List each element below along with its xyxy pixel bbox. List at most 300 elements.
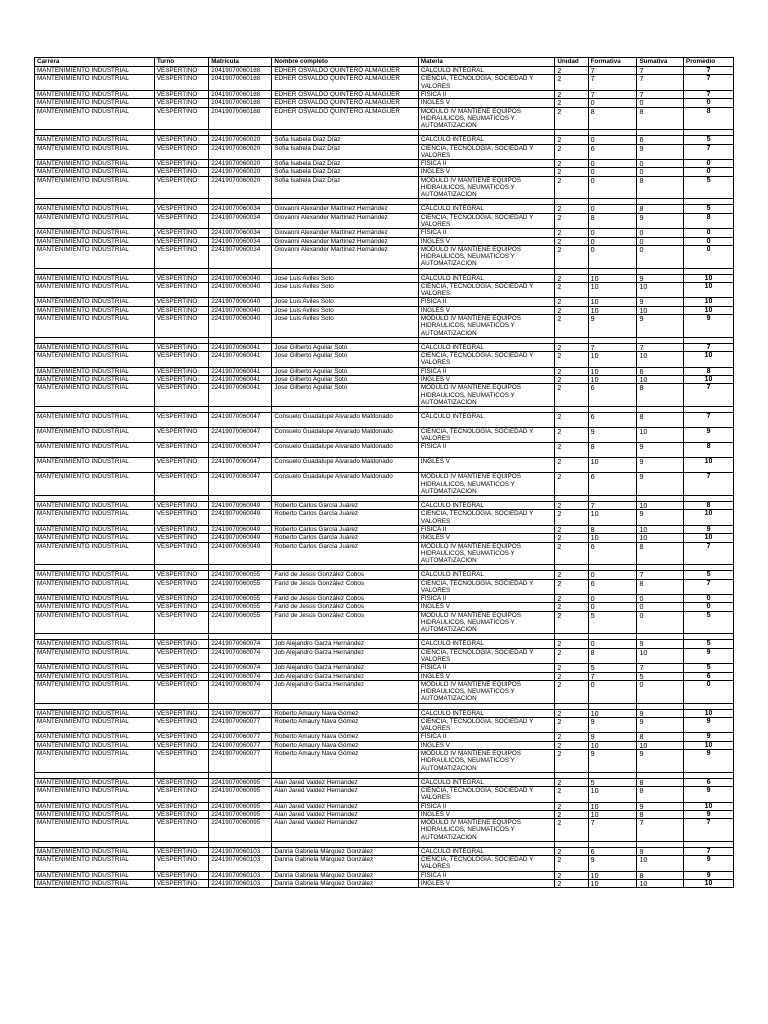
cell-sumativa: 7 [637,571,684,579]
cell-matricula: 22419070060074 [209,648,272,663]
cell-carrera: MANTENIMIENTO INDUSTRIAL [35,741,155,749]
cell-carrera: MANTENIMIENTO INDUSTRIAL [35,306,155,314]
cell-carrera: MANTENIMIENTO INDUSTRIAL [35,571,155,579]
table-row [35,343,734,351]
cell-unidad: 2 [555,375,588,383]
cell-unidad: 2 [555,534,588,542]
cell-unidad: 2 [555,274,588,282]
cell-nombre: Roberto Amaury Nava Gómez [272,733,418,741]
cell-formativa: 10 [588,787,637,802]
cell-carrera: MANTENIMIENTO INDUSTRIAL [35,534,155,542]
cell-sumativa: 5 [637,672,684,680]
cell-matricula: 20419070060188 [209,75,272,90]
cell-formativa: 8 [588,525,637,533]
cell-carrera: MANTENIMIENTO INDUSTRIAL [35,847,155,855]
cell-turno: VESPERTINO [154,664,208,672]
cell-carrera: MANTENIMIENTO INDUSTRIAL [35,274,155,282]
cell-formativa: 7 [588,343,637,351]
cell-sumativa: 10 [637,427,684,442]
cell-nombre: EDHER OSVALDO QUINTERO ALMAGUER [272,107,418,130]
cell-carrera: MANTENIMIENTO INDUSTRIAL [35,880,155,888]
table-row [35,237,734,245]
table-row [35,672,734,680]
cell-materia: CÁLCULO INTEGRAL [418,847,554,855]
cell-nombre: Sofia Isabela Díaz Díaz [272,168,418,176]
cell-sumativa: 9 [637,640,684,648]
cell-turno: VESPERTINO [154,159,208,167]
cell-nombre: Sofia Isabela Díaz Díaz [272,159,418,167]
cell-turno: VESPERTINO [154,856,208,871]
cell-matricula: 22419070060055 [209,603,272,611]
cell-carrera: MANTENIMIENTO INDUSTRIAL [35,427,155,442]
table-row [35,579,734,594]
cell-formativa: 10 [588,352,637,367]
table-row [35,245,734,268]
cell-matricula: 20419070060188 [209,107,272,130]
cell-materia: INGLÉS V [418,237,554,245]
cell-promedio: 7 [684,384,734,407]
cell-promedio: 0 [684,603,734,611]
cell-promedio: 0 [684,168,734,176]
cell-carrera: MANTENIMIENTO INDUSTRIAL [35,375,155,383]
cell-turno: VESPERTINO [154,571,208,579]
cell-matricula: 22419070060095 [209,787,272,802]
cell-matricula: 22419070060049 [209,510,272,525]
cell-formativa: 7 [588,90,637,98]
cell-formativa: 0 [588,205,637,213]
cell-carrera: MANTENIMIENTO INDUSTRIAL [35,717,155,732]
cell-nombre: EDHER OSVALDO QUINTERO ALMAGUER [272,75,418,90]
cell-nombre: Jose Gilberto Aguilar Soto [272,367,418,375]
cell-unidad: 2 [555,603,588,611]
cell-unidad: 2 [555,412,588,427]
cell-sumativa: 10 [637,525,684,533]
cell-carrera: MANTENIMIENTO INDUSTRIAL [35,245,155,268]
cell-formativa: 6 [588,412,637,427]
cell-turno: VESPERTINO [154,648,208,663]
cell-unidad: 2 [555,510,588,525]
cell-materia: FÍSICA II [418,871,554,879]
cell-unidad: 2 [555,107,588,130]
cell-matricula: 22419070060049 [209,542,272,565]
cell-promedio: 5 [684,640,734,648]
cell-carrera: MANTENIMIENTO INDUSTRIAL [35,501,155,509]
cell-promedio: 7 [684,819,734,842]
cell-sumativa: 0 [637,603,684,611]
cell-unidad: 2 [555,819,588,842]
cell-materia: CÁLCULO INTEGRAL [418,778,554,786]
cell-turno: VESPERTINO [154,245,208,268]
cell-matricula: 22419070060041 [209,343,272,351]
cell-matricula: 22419070060095 [209,778,272,786]
cell-matricula: 22419070060103 [209,871,272,879]
cell-turno: VESPERTINO [154,384,208,407]
cell-formativa: 0 [588,680,637,703]
table-row [35,352,734,367]
cell-promedio: 7 [684,412,734,427]
table-row [35,427,734,442]
cell-sumativa: 9 [637,213,684,228]
cell-sumativa: 9 [637,144,684,159]
cell-unidad: 2 [555,136,588,144]
cell-turno: VESPERTINO [154,136,208,144]
cell-nombre: Roberto Amaury Nava Gómez [272,709,418,717]
cell-carrera: MANTENIMIENTO INDUSTRIAL [35,810,155,818]
cell-turno: VESPERTINO [154,473,208,496]
cell-nombre: Job Alejandro Garza Hernández [272,672,418,680]
cell-unidad: 2 [555,594,588,602]
cell-promedio: 7 [684,343,734,351]
cell-turno: VESPERTINO [154,144,208,159]
cell-carrera: MANTENIMIENTO INDUSTRIAL [35,871,155,879]
header-matricula: Matrícula [209,58,272,67]
cell-carrera: MANTENIMIENTO INDUSTRIAL [35,412,155,427]
cell-sumativa: 0 [637,237,684,245]
cell-formativa: 10 [588,741,637,749]
cell-promedio: 10 [684,510,734,525]
cell-unidad: 2 [555,717,588,732]
table-row [35,90,734,98]
cell-materia: CÁLCULO INTEGRAL [418,709,554,717]
cell-matricula: 22419070060095 [209,802,272,810]
cell-turno: VESPERTINO [154,542,208,565]
cell-carrera: MANTENIMIENTO INDUSTRIAL [35,67,155,75]
cell-promedio: 10 [684,802,734,810]
cell-nombre: Roberto Carlos García Juárez [272,501,418,509]
cell-formativa: 0 [588,176,637,199]
cell-nombre: Giovanni Alexander Martínez Hernández [272,205,418,213]
cell-unidad: 2 [555,367,588,375]
cell-carrera: MANTENIMIENTO INDUSTRIAL [35,315,155,338]
table-row [35,819,734,842]
cell-sumativa: 10 [637,534,684,542]
cell-sumativa: 9 [637,510,684,525]
cell-nombre: Consuelo Guadalupe Alvarado Maldonado [272,443,418,458]
cell-carrera: MANTENIMIENTO INDUSTRIAL [35,144,155,159]
cell-turno: VESPERTINO [154,90,208,98]
table-row [35,856,734,871]
cell-matricula: 22419070060077 [209,741,272,749]
table-row [35,274,734,282]
cell-unidad: 2 [555,315,588,338]
cell-matricula: 22419070060040 [209,306,272,314]
cell-materia: CÁLCULO INTEGRAL [418,67,554,75]
cell-turno: VESPERTINO [154,594,208,602]
cell-formativa: 0 [588,640,637,648]
table-row [35,458,734,473]
cell-nombre: Farid de Jesús González Cobos [272,571,418,579]
header-turno: Turno [154,58,208,67]
cell-materia: MODULO IV MANTIENE EQUIPOS HIDRAULICOS, NEUMATICOS Y AUTOMATIZACION [418,611,554,634]
cell-turno: VESPERTINO [154,640,208,648]
cell-unidad: 2 [555,640,588,648]
cell-matricula: 22419070060055 [209,594,272,602]
cell-carrera: MANTENIMIENTO INDUSTRIAL [35,603,155,611]
cell-materia: CIENCIA, TECNOLOGÍA, SOCIEDAD Y VALORES [418,282,554,297]
table-row [35,473,734,496]
cell-nombre: Alan Jared Valdez Hernández [272,787,418,802]
grades-table [34,57,734,888]
cell-materia: MODULO IV MANTIENE EQUIPOS HIDRAULICOS, NEUMATICOS Y AUTOMATIZACION [418,819,554,842]
cell-nombre: Jose Luis Aviles Soto [272,315,418,338]
header-carrera: Carrera [35,58,155,67]
cell-formativa: 10 [588,880,637,888]
cell-formativa: 6 [588,579,637,594]
cell-unidad: 2 [555,571,588,579]
cell-matricula: 22419070060047 [209,427,272,442]
cell-matricula: 22419070060095 [209,819,272,842]
cell-matricula: 22419070060077 [209,709,272,717]
cell-promedio: 0 [684,229,734,237]
cell-matricula: 22419070060047 [209,412,272,427]
cell-carrera: MANTENIMIENTO INDUSTRIAL [35,611,155,634]
cell-nombre: Giovanni Alexander Martínez Hernández [272,213,418,228]
cell-turno: VESPERTINO [154,603,208,611]
cell-unidad: 2 [555,733,588,741]
cell-promedio: 10 [684,709,734,717]
cell-unidad: 2 [555,680,588,703]
cell-unidad: 2 [555,880,588,888]
cell-sumativa: 8 [637,810,684,818]
cell-nombre: Jose Luis Aviles Soto [272,298,418,306]
cell-matricula: 22419070060040 [209,315,272,338]
cell-turno: VESPERTINO [154,717,208,732]
cell-carrera: MANTENIMIENTO INDUSTRIAL [35,542,155,565]
cell-matricula: 22419070060040 [209,298,272,306]
cell-carrera: MANTENIMIENTO INDUSTRIAL [35,176,155,199]
table-row [35,733,734,741]
cell-matricula: 22419070060074 [209,672,272,680]
cell-nombre: Farid de Jesús González Cobos [272,594,418,602]
cell-materia: MODULO IV MANTIENE EQUIPOS HIDRAULICOS, NEUMATICOS Y AUTOMATIZACION [418,176,554,199]
cell-materia: INGLÉS V [418,168,554,176]
cell-nombre: Alan Jared Valdez Hernández [272,810,418,818]
cell-nombre: Consuelo Guadalupe Alvarado Maldonado [272,458,418,473]
cell-promedio: 9 [684,717,734,732]
table-row [35,501,734,509]
cell-unidad: 2 [555,871,588,879]
cell-unidad: 2 [555,352,588,367]
cell-promedio: 9 [684,871,734,879]
table-row [35,282,734,297]
cell-sumativa: 10 [637,306,684,314]
cell-materia: INGLÉS V [418,603,554,611]
header-formativa: Formativa [588,58,637,67]
cell-formativa: 0 [588,245,637,268]
cell-promedio: 10 [684,458,734,473]
cell-promedio: 9 [684,810,734,818]
cell-formativa: 0 [588,159,637,167]
cell-promedio: 7 [684,144,734,159]
cell-carrera: MANTENIMIENTO INDUSTRIAL [35,205,155,213]
cell-turno: VESPERTINO [154,819,208,842]
cell-carrera: MANTENIMIENTO INDUSTRIAL [35,750,155,773]
cell-unidad: 2 [555,427,588,442]
cell-matricula: 22419070060040 [209,282,272,297]
cell-matricula: 22419070060055 [209,611,272,634]
cell-unidad: 2 [555,159,588,167]
cell-sumativa: 8 [637,733,684,741]
cell-materia: CIENCIA, TECNOLOGÍA, SOCIEDAD Y VALORES [418,510,554,525]
cell-promedio: 5 [684,205,734,213]
table-row [35,680,734,703]
cell-promedio: 5 [684,611,734,634]
cell-carrera: MANTENIMIENTO INDUSTRIAL [35,75,155,90]
table-row [35,664,734,672]
cell-matricula: 22419070060103 [209,856,272,871]
cell-materia: CIENCIA, TECNOLOGÍA, SOCIEDAD Y VALORES [418,717,554,732]
cell-unidad: 2 [555,176,588,199]
cell-turno: VESPERTINO [154,306,208,314]
table-row [35,542,734,565]
cell-sumativa: 9 [637,750,684,773]
cell-sumativa: 10 [637,880,684,888]
cell-formativa: 0 [588,594,637,602]
cell-nombre: Roberto Carlos García Juárez [272,534,418,542]
cell-sumativa: 9 [637,847,684,855]
cell-turno: VESPERTINO [154,458,208,473]
cell-materia: INGLÉS V [418,375,554,383]
cell-turno: VESPERTINO [154,315,208,338]
cell-unidad: 2 [555,245,588,268]
cell-carrera: MANTENIMIENTO INDUSTRIAL [35,640,155,648]
cell-turno: VESPERTINO [154,107,208,130]
cell-materia: CIENCIA, TECNOLOGÍA, SOCIEDAD Y VALORES [418,352,554,367]
cell-sumativa: 9 [637,315,684,338]
cell-sumativa: 8 [637,176,684,199]
cell-formativa: 10 [588,709,637,717]
cell-nombre: EDHER OSVALDO QUINTERO ALMAGUER [272,90,418,98]
cell-turno: VESPERTINO [154,367,208,375]
cell-promedio: 5 [684,136,734,144]
cell-nombre: Sofia Isabela Díaz Díaz [272,144,418,159]
cell-matricula: 22419070060049 [209,525,272,533]
cell-unidad: 2 [555,229,588,237]
cell-promedio: 10 [684,306,734,314]
cell-carrera: MANTENIMIENTO INDUSTRIAL [35,579,155,594]
cell-formativa: 9 [588,856,637,871]
cell-formativa: 0 [588,136,637,144]
cell-nombre: Danna Gabriela Márquez González [272,880,418,888]
cell-turno: VESPERTINO [154,213,208,228]
table-row [35,136,734,144]
cell-promedio: 0 [684,245,734,268]
cell-nombre: Danna Gabriela Márquez González [272,847,418,855]
cell-materia: CIENCIA, TECNOLOGÍA, SOCIEDAD Y VALORES [418,579,554,594]
cell-nombre: Alan Jared Valdez Hernández [272,819,418,842]
cell-promedio: 10 [684,375,734,383]
cell-unidad: 2 [555,67,588,75]
cell-nombre: Jose Gilberto Aguilar Soto [272,384,418,407]
cell-turno: VESPERTINO [154,205,208,213]
cell-materia: CIENCIA, TECNOLOGÍA, SOCIEDAD Y VALORES [418,787,554,802]
cell-nombre: Farid de Jesús González Cobos [272,603,418,611]
table-row [35,306,734,314]
cell-carrera: MANTENIMIENTO INDUSTRIAL [35,168,155,176]
cell-matricula: 22419070060034 [209,245,272,268]
cell-materia: CÁLCULO INTEGRAL [418,501,554,509]
cell-turno: VESPERTINO [154,741,208,749]
cell-formativa: 6 [588,144,637,159]
cell-formativa: 10 [588,810,637,818]
cell-materia: CÁLCULO INTEGRAL [418,412,554,427]
cell-unidad: 2 [555,75,588,90]
cell-sumativa: 7 [637,67,684,75]
cell-materia: CIENCIA, TECNOLOGÍA, SOCIEDAD Y VALORES [418,213,554,228]
cell-promedio: 7 [684,579,734,594]
table-row [35,648,734,663]
cell-formativa: 10 [588,274,637,282]
cell-formativa: 9 [588,427,637,442]
table-row [35,525,734,533]
table-row [35,298,734,306]
cell-unidad: 2 [555,778,588,786]
cell-promedio: 9 [684,733,734,741]
cell-sumativa: 10 [637,501,684,509]
table-row [35,709,734,717]
table-row [35,750,734,773]
cell-sumativa: 7 [637,75,684,90]
cell-turno: VESPERTINO [154,274,208,282]
cell-materia: FÍSICA II [418,443,554,458]
cell-turno: VESPERTINO [154,525,208,533]
cell-carrera: MANTENIMIENTO INDUSTRIAL [35,384,155,407]
table-row [35,778,734,786]
cell-formativa: 0 [588,229,637,237]
cell-unidad: 2 [555,306,588,314]
cell-matricula: 22419070060074 [209,640,272,648]
cell-materia: FÍSICA II [418,229,554,237]
cell-carrera: MANTENIMIENTO INDUSTRIAL [35,367,155,375]
header-promedio: Promedio [684,58,734,67]
cell-turno: VESPERTINO [154,778,208,786]
cell-formativa: 0 [588,571,637,579]
cell-nombre: Jose Gilberto Aguilar Soto [272,343,418,351]
cell-nombre: Giovanni Alexander Martínez Hernández [272,229,418,237]
cell-matricula: 22419070060034 [209,213,272,228]
cell-matricula: 22419070060047 [209,473,272,496]
cell-sumativa: 10 [637,648,684,663]
cell-formativa: 6 [588,384,637,407]
cell-formativa: 6 [588,542,637,565]
cell-sumativa: 0 [637,229,684,237]
cell-promedio: 7 [684,847,734,855]
cell-promedio: 5 [684,176,734,199]
cell-turno: VESPERTINO [154,501,208,509]
cell-formativa: 5 [588,611,637,634]
table-row [35,375,734,383]
cell-formativa: 10 [588,458,637,473]
cell-turno: VESPERTINO [154,352,208,367]
cell-formativa: 9 [588,733,637,741]
cell-turno: VESPERTINO [154,802,208,810]
cell-promedio: 10 [684,352,734,367]
cell-materia: FÍSICA II [418,298,554,306]
cell-materia: FÍSICA II [418,525,554,533]
cell-unidad: 2 [555,205,588,213]
cell-materia: CÁLCULO INTEGRAL [418,343,554,351]
cell-sumativa: 9 [637,458,684,473]
cell-materia: FÍSICA II [418,594,554,602]
table-row [35,880,734,888]
cell-nombre: Roberto Carlos García Juárez [272,542,418,565]
cell-turno: VESPERTINO [154,427,208,442]
cell-nombre: Alan Jared Valdez Hernández [272,802,418,810]
cell-unidad: 2 [555,144,588,159]
cell-sumativa: 8 [637,871,684,879]
cell-turno: VESPERTINO [154,880,208,888]
header-unidad: Unidad [555,58,588,67]
